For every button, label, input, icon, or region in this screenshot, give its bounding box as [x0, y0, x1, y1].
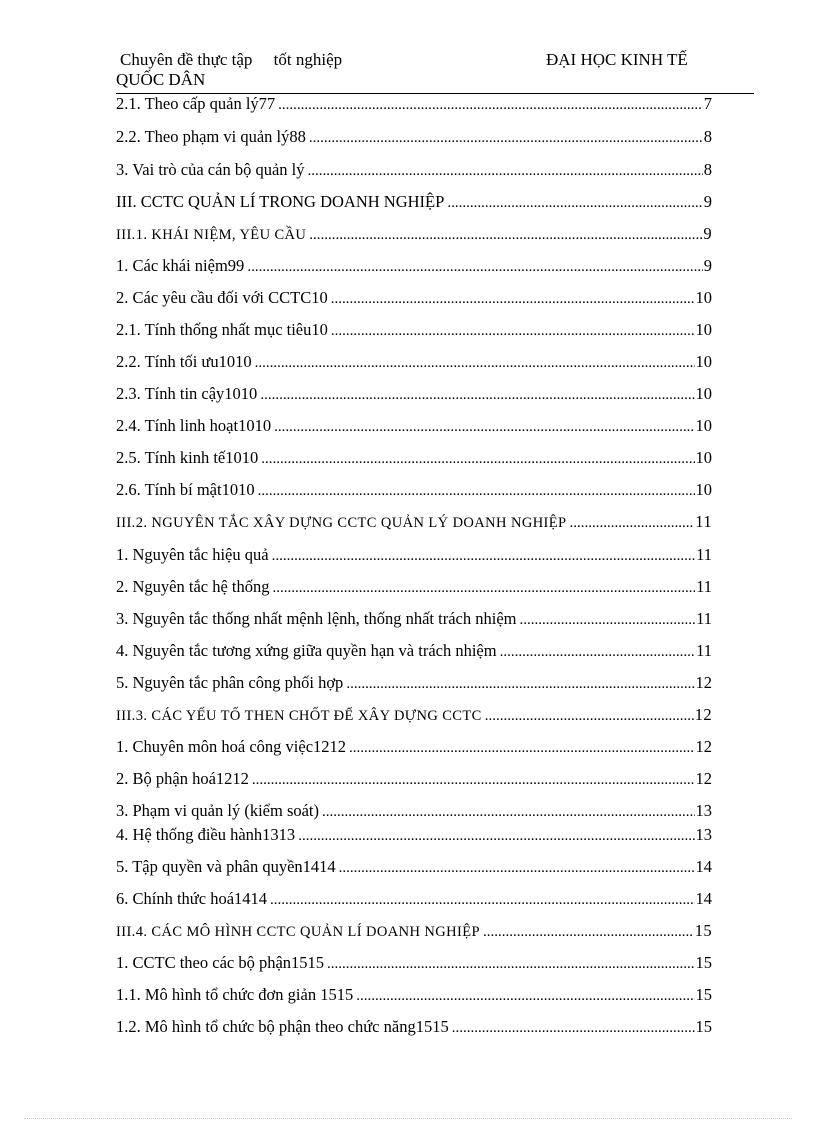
toc-leader-dots [252, 772, 695, 789]
toc-entry-title: 1.2. Mô hình tổ chức bộ phận theo chức năng1515 [116, 1017, 449, 1036]
toc-entry-title: 2.2. Tính tối ưu1010 [116, 352, 252, 371]
toc-entry[interactable] [116, 224, 712, 248]
toc-entry-page: 10 [695, 384, 712, 403]
toc-entry-title: III.4. CÁC MÔ HÌNH CCTC QUẢN LÍ DOANH NGHIỆP [116, 924, 480, 940]
toc-entry-page: 14 [695, 889, 712, 908]
toc-entry-title: 2.3. Tính tin cậy1010 [116, 384, 258, 403]
toc-leader-dots [273, 580, 696, 597]
toc-leader-dots [307, 163, 702, 180]
toc-entry[interactable] [116, 352, 712, 376]
toc-entry-title: 3. Nguyên tắc thống nhất mệnh lệnh, thống nhất trách nhiệm [116, 609, 517, 628]
toc-entry-page: 9 [703, 256, 712, 275]
toc-entry[interactable] [116, 512, 712, 536]
toc-leader-dots [520, 612, 696, 629]
toc-entry-page: 8 [703, 160, 712, 179]
toc-entry[interactable] [116, 985, 712, 1009]
toc-leader-dots [483, 924, 694, 941]
toc-entry-page: 13 [695, 801, 712, 820]
toc-leader-dots [255, 355, 695, 372]
toc-leader-dots [261, 451, 694, 468]
toc-entry-page: 15 [695, 985, 712, 1004]
toc-entry[interactable] [116, 256, 712, 280]
toc-entry[interactable] [116, 160, 712, 184]
toc-leader-dots [500, 644, 696, 661]
toc-entry-title: 1. Nguyên tắc hiệu quả [116, 545, 269, 564]
toc-entry-page: 10 [695, 352, 712, 371]
toc-entry-page: 12 [694, 705, 712, 724]
toc-entry-title: III.3. CÁC YẾU TỐ THEN CHỐT ĐỂ XÂY DỰNG CCTC [116, 708, 482, 724]
toc-entry-page: 11 [696, 545, 712, 564]
toc-entry-title: 2. Nguyên tắc hệ thống [116, 577, 270, 596]
toc-leader-dots [298, 828, 694, 845]
toc-leader-dots [274, 419, 694, 436]
toc-leader-dots [272, 548, 696, 565]
header-continuation-text: QUỐC DÂN [116, 70, 206, 89]
toc-entry[interactable] [116, 448, 712, 472]
toc-entry-page: 9 [703, 192, 712, 211]
toc-entry[interactable] [116, 416, 712, 440]
toc-entry[interactable] [116, 94, 712, 118]
toc-entry-page: 12 [695, 737, 712, 756]
toc-leader-dots [331, 291, 695, 308]
toc-entry[interactable] [116, 609, 712, 633]
toc-entry[interactable] [116, 480, 712, 504]
toc-entry-title: 3. Phạm vi quản lý (kiểm soát) [116, 801, 320, 820]
toc-entry[interactable] [116, 641, 712, 665]
toc-entry-title: 2.6. Tính bí mật1010 [116, 480, 255, 499]
toc-leader-dots [356, 988, 694, 1005]
toc-entry[interactable] [116, 1017, 712, 1041]
toc-entry[interactable] [116, 921, 712, 945]
toc-leader-dots [349, 740, 694, 757]
toc-leader-dots [570, 515, 695, 532]
header-left-text: Chuyên đề thực tập tốt nghiệp [120, 50, 343, 69]
toc-entry-page: 10 [695, 480, 712, 499]
toc-entry-page: 15 [694, 921, 712, 940]
toc-entry-page: 11 [696, 577, 712, 596]
toc-entry-page: 11 [695, 512, 712, 531]
toc-entry-page: 9 [703, 224, 712, 243]
toc-entry-page: 7 [703, 94, 712, 113]
toc-entry-page: 11 [696, 609, 712, 628]
toc-entry-title: 2.2. Theo phạm vi quản lý88 [116, 127, 306, 146]
toc-entry-page: 10 [695, 288, 712, 307]
toc-entry[interactable] [116, 577, 712, 601]
toc-entry[interactable] [116, 857, 712, 881]
toc-entry-title: 2. Các yêu cầu đối với CCTC10 [116, 288, 328, 307]
toc-leader-dots [309, 227, 702, 244]
toc-leader-dots [260, 387, 694, 404]
toc-entry[interactable] [116, 825, 712, 849]
toc-entry[interactable] [116, 769, 712, 793]
toc-leader-dots [278, 97, 703, 114]
toc-entry-page: 10 [695, 416, 712, 435]
toc-entry-page: 15 [695, 953, 712, 972]
toc-entry[interactable] [116, 545, 712, 569]
toc-leader-dots [322, 804, 694, 821]
toc-entry[interactable] [116, 384, 712, 408]
toc-entry[interactable] [116, 192, 712, 216]
toc-entry-page: 10 [695, 448, 712, 467]
toc-entry-page: 13 [695, 825, 712, 844]
page-header [116, 50, 754, 94]
toc-entry-title: 2. Bộ phận hoá1212 [116, 769, 249, 788]
toc-leader-dots [452, 1020, 695, 1037]
toc-entry-title: 1. Chuyên môn hoá công việc1212 [116, 737, 347, 756]
toc-leader-dots [309, 130, 703, 147]
toc-leader-dots [339, 860, 695, 877]
toc-entry-title: 1.1. Mô hình tổ chức đơn giản 1515 [116, 985, 354, 1004]
toc-entry-page: 8 [703, 127, 712, 146]
toc-entry-title: 3. Vai trò của cán bộ quản lý [116, 160, 305, 179]
toc-entry-title: III. CCTC QUẢN LÍ TRONG DOANH NGHIỆP [116, 192, 445, 211]
toc-entry[interactable] [116, 288, 712, 312]
toc-entry-page: 14 [695, 857, 712, 876]
toc-entry[interactable] [116, 320, 712, 344]
toc-entry[interactable] [116, 127, 712, 151]
toc-entry-title: 5. Tập quyền và phân quyền1414 [116, 857, 336, 876]
toc-entry-title: 5. Nguyên tắc phân công phối hợp [116, 673, 344, 692]
toc-leader-dots [327, 956, 694, 973]
toc-entry-page: 12 [695, 673, 712, 692]
toc-entry-page: 15 [695, 1017, 712, 1036]
toc-entry[interactable] [116, 953, 712, 977]
toc-entry-title: 2.5. Tính kinh tế1010 [116, 448, 259, 467]
toc-entry[interactable] [116, 705, 712, 729]
toc-entry[interactable] [116, 889, 712, 913]
header-right-text: ĐẠI HỌC KINH TẾ [546, 50, 688, 69]
toc-leader-dots [270, 892, 694, 909]
toc-entry-page: 12 [695, 769, 712, 788]
toc-entry-title: 1. CCTC theo các bộ phận1515 [116, 953, 325, 972]
toc-entry[interactable] [116, 801, 712, 825]
toc-entry[interactable] [116, 737, 712, 761]
toc-leader-dots [447, 195, 702, 212]
page-bottom-divider [24, 1118, 792, 1119]
toc-entry[interactable] [116, 673, 712, 697]
toc-leader-dots [485, 708, 694, 725]
toc-entry-title: III.2. NGUYÊN TẮC XÂY DỰNG CCTC QUẢN LÝ DOANH NGHIỆP [116, 515, 567, 531]
toc-entry-title: 4. Nguyên tắc tương xứng giữa quyền hạn và trách nhiệm [116, 641, 497, 660]
toc-leader-dots [331, 323, 695, 340]
toc-entry-title: 2.1. Tính thống nhất mục tiêu10 [116, 320, 328, 339]
toc-entry-title: 4. Hệ thống điều hành1313 [116, 825, 296, 844]
toc-entry-title: 1. Các khái niệm99 [116, 256, 245, 275]
toc-entry-page: 11 [696, 641, 712, 660]
toc-entry-title: 2.1. Theo cấp quản lý77 [116, 94, 276, 113]
toc-entry-title: 6. Chính thức hoá1414 [116, 889, 268, 908]
toc-leader-dots [346, 676, 694, 693]
toc-leader-dots [247, 259, 702, 276]
toc-entry-page: 10 [695, 320, 712, 339]
toc-entry-title: III.1. KHÁI NIỆM, YÊU CẦU [116, 227, 307, 243]
toc-entry-title: 2.4. Tính linh hoạt1010 [116, 416, 272, 435]
toc-leader-dots [258, 483, 695, 500]
